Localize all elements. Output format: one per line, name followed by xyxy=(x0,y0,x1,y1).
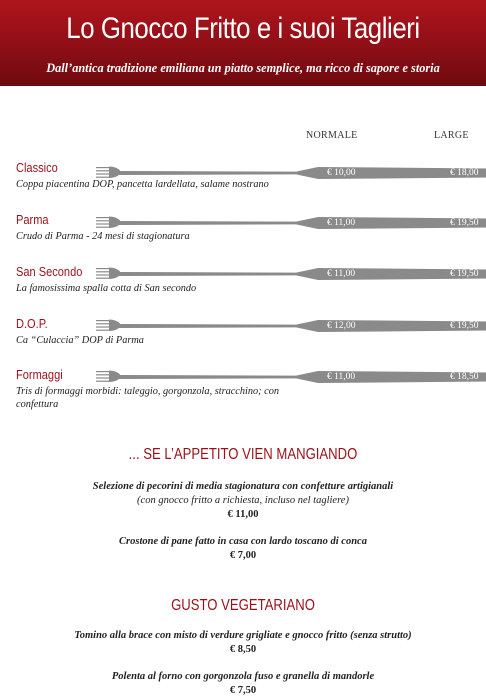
section-title-appetito: ... SE L’APPETITO VIEN MANGIANDO xyxy=(128,446,358,463)
price-normale: € 11,00 xyxy=(327,372,356,382)
price-large: € 19,50 xyxy=(450,269,479,279)
vegetariano-entry-2-line1: Polenta al forno con gorgonzola fuso e granella di mandorle xyxy=(111,671,375,682)
item-name: Formaggi xyxy=(16,367,63,382)
item-description: Tris di formaggi morbidi: taleggio, gorgonzola, stracchino; con confettura xyxy=(16,386,280,410)
appetito-entry-2-line1: Crostone di pane fatto in casa con lardo toscano di conca xyxy=(119,536,367,547)
price-large: € 18,50 xyxy=(450,372,479,382)
header-banner xyxy=(0,0,486,86)
page-subtitle: Dall’antica tradizione emiliana un piatto semplice, ma ricco di sapore e storia xyxy=(46,61,440,75)
item-name: Parma xyxy=(16,212,49,227)
vegetariano-entry-1-price: € 8,50 xyxy=(229,644,257,655)
fork-icon xyxy=(96,367,486,387)
price-large: € 18,00 xyxy=(450,168,479,178)
price-normale: € 11,00 xyxy=(327,218,356,228)
page-title: Lo Gnocco Fritto e i suoi Taglieri xyxy=(66,12,420,45)
column-header-normale: NORMALE xyxy=(306,130,358,141)
item-name: Classico xyxy=(16,160,58,175)
section-title-vegetariano: GUSTO VEGETARIANO xyxy=(171,597,315,614)
price-large: € 19,50 xyxy=(450,321,479,331)
item-name: D.O.P. xyxy=(16,316,48,331)
item-description: Ca “Culaccia” DOP di Parma xyxy=(16,335,144,346)
appetito-entry-2-price: € 7,00 xyxy=(229,550,257,561)
fork-graphic xyxy=(96,316,486,336)
column-header-large: LARGE xyxy=(434,130,469,141)
item-description: La famosissima spalla cotta di San secondo xyxy=(16,283,197,294)
vegetariano-entry-1-line1: Tomino alla brace con misto di verdure grigliate e gnocco fritto (senza strutto) xyxy=(74,630,412,641)
item-description: Crudo di Parma - 24 mesi di stagionatura xyxy=(16,231,190,242)
appetito-entry-1-line2: (con gnocco fritto a richiesta, incluso nel tagliere) xyxy=(137,495,349,506)
fork-graphic xyxy=(96,264,486,284)
fork-icon xyxy=(96,264,486,284)
price-large: € 19,50 xyxy=(450,218,479,228)
fork-icon xyxy=(96,316,486,336)
price-normale: € 12,00 xyxy=(327,321,356,331)
item-name: San Secondo xyxy=(16,264,83,279)
price-normale: € 10,00 xyxy=(327,168,356,178)
fork-graphic xyxy=(96,367,486,387)
item-description: Coppa piacentina DOP, pancetta lardellata, salame nostrano xyxy=(16,179,269,190)
price-normale: € 11,00 xyxy=(327,269,356,279)
appetito-entry-1-price: € 11,00 xyxy=(227,509,259,520)
vegetariano-entry-2-price: € 7,50 xyxy=(229,685,257,696)
appetito-entry-1-line1: Selezione di pecorini di media stagionatura con confetture artigianali xyxy=(92,481,394,492)
